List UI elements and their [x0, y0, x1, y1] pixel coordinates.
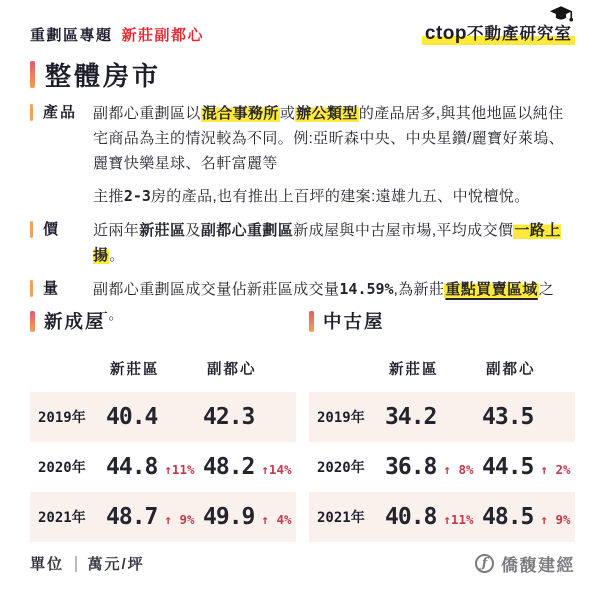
table-used-houses	[309, 308, 575, 542]
product-paragraph-1: 副都心重劃區以混合事務所或辦公類型的產品居多,與其他地區以純住宅商品為主的情況較為不同。例:亞昕森中央、中央星鑽/麗寶好萊塢、麗寶快樂星球、名軒富麗等	[93, 105, 565, 172]
yoy-change: ↑ 9%	[164, 512, 195, 527]
row-year: 2019年	[317, 410, 365, 426]
table-row	[309, 442, 575, 492]
yoy-change: ↑ 9%	[540, 512, 571, 527]
value-cell: 40.8 ↑11%	[385, 504, 474, 530]
row-year: 2019年	[38, 410, 86, 426]
company-logo	[475, 551, 575, 576]
value-cell: 48.5 ↑ 9%	[482, 504, 571, 530]
row-year: 2021年	[317, 510, 365, 526]
section-body	[93, 101, 575, 209]
unit-value: 萬元/坪	[87, 556, 145, 573]
yoy-change: ↑ 8%	[443, 462, 474, 477]
topic-name: 新莊副都心	[121, 27, 205, 44]
section-label: 量	[43, 280, 61, 297]
table-new-houses	[30, 308, 296, 542]
product-paragraph-2: 主推2-3房的產品,也有推出上百坪的建案:遠雄九五、中悅檀悅。	[93, 187, 530, 205]
column-header-xinzhuang: 新莊區	[389, 362, 439, 378]
section-price	[30, 218, 575, 268]
brand-cjk: 不動產研究室	[467, 25, 572, 43]
table-header	[309, 358, 575, 379]
value-cell: 36.8 ↑ 8%	[385, 454, 474, 480]
page-title	[30, 56, 161, 93]
yoy-change: ↑11%	[443, 512, 474, 527]
price-tables	[30, 308, 575, 542]
table-row	[309, 492, 575, 542]
summary-sections	[30, 101, 575, 336]
table-row	[30, 442, 296, 492]
table-title: 中古屋	[309, 308, 575, 334]
value-cell: 44.5 ↑ 2%	[482, 454, 571, 480]
table-row	[30, 492, 296, 542]
unit-note	[30, 553, 145, 574]
footer	[30, 551, 575, 576]
price-paragraph: 近兩年新莊區及副都心重劃區新成屋與中古屋市場,平均成交價一路上揚。	[93, 222, 561, 264]
topic-label: 重劃區專題	[30, 27, 113, 44]
value-cell: 40.4	[106, 404, 158, 430]
unit-label: 單位	[30, 556, 65, 573]
table-header	[30, 358, 296, 379]
divider	[75, 556, 77, 572]
volume-percentage: 14.59%	[339, 280, 394, 298]
row-year: 2020年	[317, 460, 365, 476]
row-year: 2021年	[38, 510, 86, 526]
value-cell: 34.2	[385, 404, 437, 430]
yoy-change: ↑ 2%	[540, 462, 571, 477]
table-title: 新成屋	[30, 308, 296, 334]
row-year: 2020年	[38, 460, 86, 476]
company-logo-text: 僑馥建經	[501, 556, 575, 575]
yoy-change: ↑11%	[164, 462, 195, 477]
company-logo-icon: ƒ	[475, 554, 494, 573]
highlight-key-trading-area: 重點買賣區域	[445, 281, 538, 298]
brand-latin: ctop	[424, 23, 467, 44]
value-cell: 42.3	[203, 404, 255, 430]
column-header-fuduxin: 副都心	[207, 362, 257, 378]
bold-xinzhuang: 新莊區	[139, 222, 186, 239]
top-bar	[30, 20, 575, 45]
section-body	[93, 218, 575, 268]
brand-logo	[422, 20, 575, 45]
bold-fuduxin: 副都心重劃區	[200, 222, 294, 239]
section-product	[30, 101, 575, 209]
table-accent-bar	[30, 311, 35, 332]
table-accent-bar	[309, 311, 314, 332]
table-row	[30, 392, 296, 442]
topic-header	[30, 24, 204, 45]
value-cell: 49.9 ↑ 4%	[203, 504, 292, 530]
section-label: 價	[43, 221, 61, 238]
value-cell: 44.8 ↑11%	[106, 454, 195, 480]
highlight-mixed-office: 混合事務所	[201, 105, 279, 122]
column-header-xinzhuang: 新莊區	[110, 362, 160, 378]
highlight-office-type: 辦公類型	[296, 105, 358, 122]
room-count: 2-3	[123, 187, 151, 205]
table-row	[309, 392, 575, 442]
highlight-rising-price: 一路上揚	[93, 222, 561, 264]
title-accent-bar	[30, 61, 35, 88]
column-header-fuduxin: 副都心	[486, 362, 536, 378]
value-cell: 48.2 ↑14%	[203, 454, 292, 480]
yoy-change: ↑14%	[261, 462, 292, 477]
value-cell: 48.7 ↑ 9%	[106, 504, 195, 530]
section-label: 產品	[43, 104, 78, 121]
graduation-cap-icon	[549, 5, 573, 29]
yoy-change: ↑ 4%	[261, 512, 292, 527]
volume-paragraph: 副都心重劃區成交量佔新莊區成交量14.59%,為新莊重點買賣區域之一。	[93, 280, 555, 323]
page-title-text: 整體房市	[45, 61, 162, 91]
value-cell: 43.5	[482, 404, 534, 430]
